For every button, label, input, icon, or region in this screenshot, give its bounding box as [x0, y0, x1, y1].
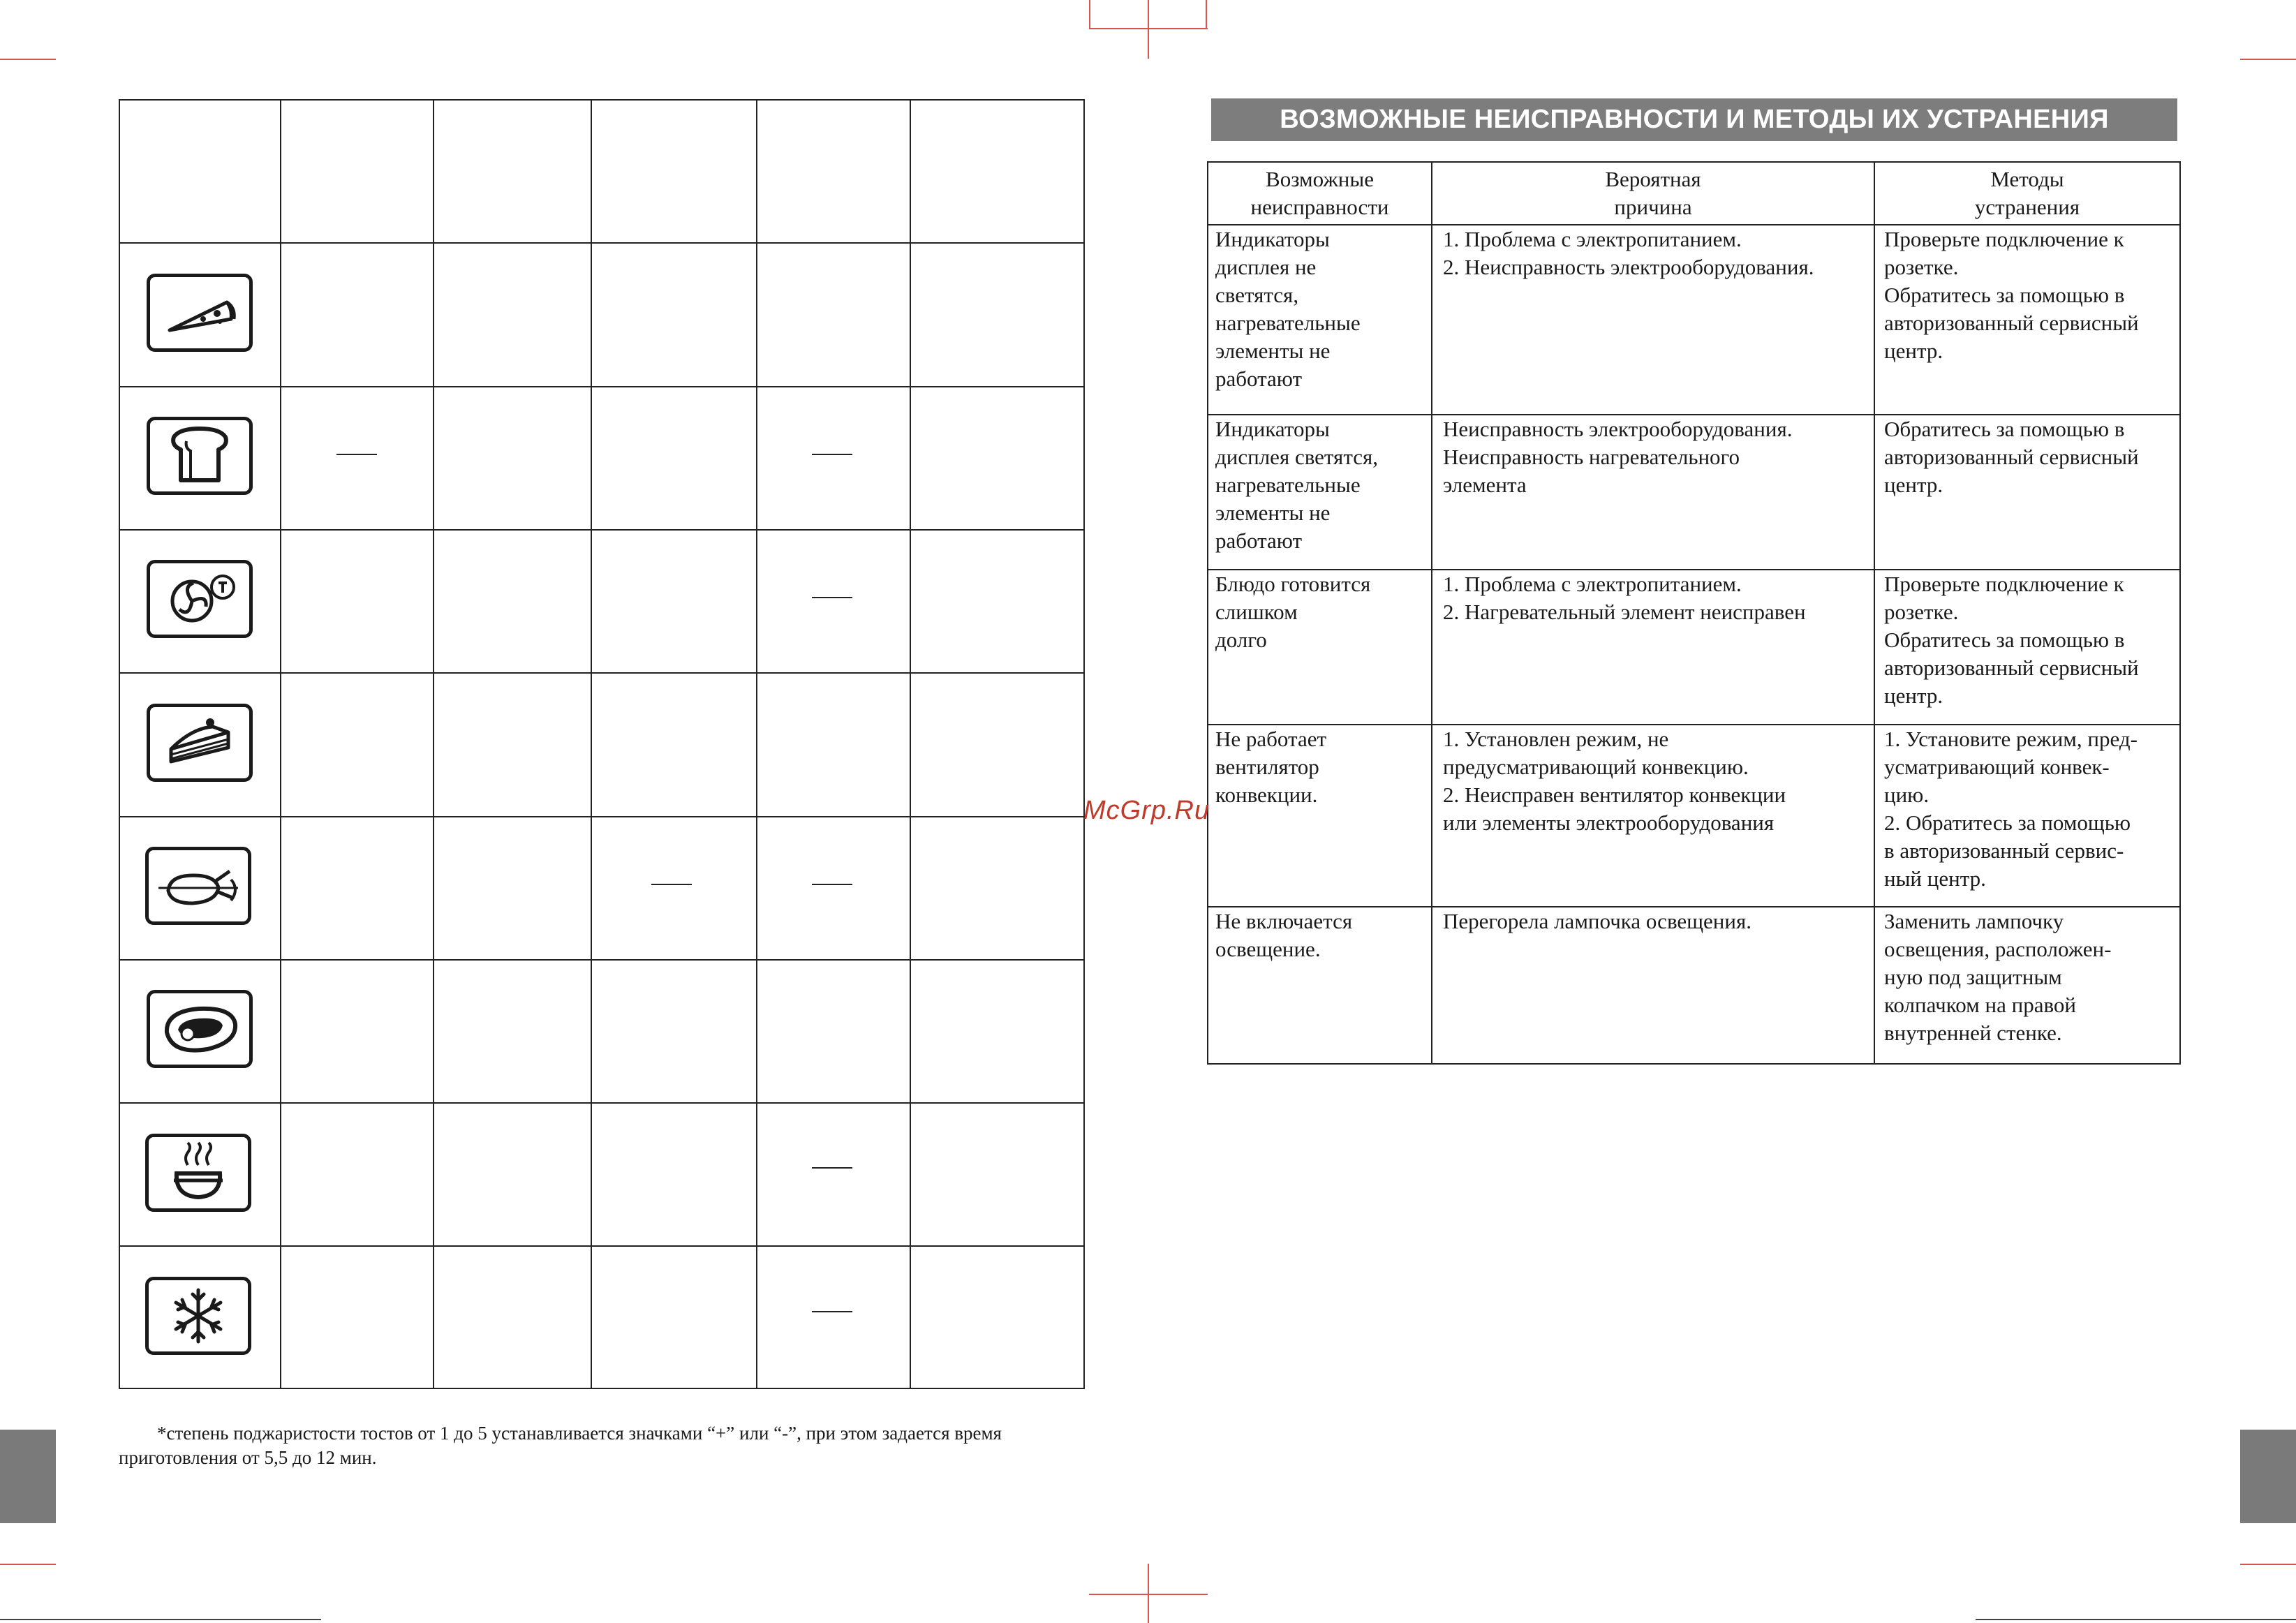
cooking-modes-table — [119, 99, 1085, 1389]
cause-cell: 1. Проблема с электропитанием. 2. Неисправность электрооборудования. — [1443, 227, 1814, 279]
fault-cell: Индикаторы дисплея светятся, нагревательные элементы не работают — [1215, 417, 1379, 553]
header-fault: Возможные неисправности — [1250, 167, 1389, 219]
steak-icon — [147, 990, 253, 1068]
troubleshooting-table — [1207, 161, 2181, 1065]
fix-cell: 1. Установите режим, пред- усматривающий конвек- цию. 2. Обратитесь за помощью в авторизованный сервис- ный центр. — [1884, 727, 2138, 891]
crop-mark — [1089, 1594, 1208, 1595]
crop-mark — [1148, 0, 1149, 59]
section-title: ВОЗМОЖНЫЕ НЕИСПРАВНОСТИ И МЕТОДЫ ИХ УСТРАНЕНИЯ — [1211, 98, 2177, 141]
steaming-pot-icon — [145, 1134, 251, 1212]
empty-value-dash — [651, 884, 692, 885]
cake-slice-icon — [147, 704, 253, 782]
fault-cell: Не включается освещение. — [1215, 909, 1353, 961]
crop-mark — [1089, 0, 1090, 28]
side-tab-left — [0, 1430, 56, 1523]
fix-cell: Проверьте подключение к розетке. Обратитесь за помощью в авторизованный сервисный центр. — [1884, 227, 2139, 363]
crop-mark — [1206, 0, 1207, 28]
empty-value-dash — [812, 454, 852, 455]
toast-browning-footnote: *степень поджаристости тостов от 1 до 5 устанавливается значками “+” или “-”, при этом задается время приготовления от 5,5 до 12 мин. — [119, 1423, 1002, 1468]
fix-cell: Обратитесь за помощью в авторизованный сервисный центр. — [1884, 417, 2139, 497]
fault-cell: Не работает вентилятор конвекции. — [1215, 727, 1327, 807]
fault-cell: Индикаторы дисплея не светятся, нагревательные элементы не работают — [1215, 227, 1361, 391]
cause-cell: Перегорела лампочка освещения. — [1443, 909, 1751, 933]
header-fix: Методы устранения — [1974, 167, 2080, 219]
crop-mark — [0, 1564, 56, 1565]
toast-icon — [147, 417, 253, 495]
crop-mark — [1089, 28, 1208, 29]
pizza-slice-icon — [147, 274, 253, 352]
empty-value-dash — [812, 884, 852, 885]
empty-value-dash — [812, 1167, 852, 1169]
empty-value-dash — [336, 454, 377, 455]
crop-mark — [0, 1619, 321, 1620]
fix-cell: Заменить лампочку освещения, расположен- ную под защитным колпачком на правой внутренней стенке. — [1884, 909, 2112, 1045]
cause-cell: 1. Установлен режим, не предусматривающий конвекцию. 2. Неисправен вентилятор конвекции или элементы электрооборудования — [1443, 727, 1786, 835]
grill-fan-icon — [147, 560, 253, 638]
crop-mark — [0, 59, 56, 60]
empty-value-dash — [812, 1311, 852, 1312]
watermark: McGrp.Ru — [1083, 796, 1210, 825]
cause-cell: 1. Проблема с электропитанием. 2. Нагревательный элемент неисправен — [1443, 572, 1806, 624]
crop-mark — [1976, 1619, 2296, 1620]
rotisserie-chicken-icon — [145, 847, 251, 925]
crop-mark — [2240, 1564, 2296, 1565]
snowflake-defrost-icon — [145, 1277, 251, 1355]
fault-cell: Блюдо готовится слишком долго — [1215, 572, 1371, 652]
empty-value-dash — [812, 597, 852, 598]
cause-cell: Неисправность электрооборудования. Неисправность нагревательного элемента — [1443, 417, 1793, 497]
header-cause: Вероятная причина — [1605, 167, 1701, 219]
side-tab-right — [2240, 1430, 2296, 1523]
crop-mark — [2240, 59, 2296, 60]
fix-cell: Проверьте подключение к розетке. Обратитесь за помощью в авторизованный сервисный центр. — [1884, 572, 2139, 708]
